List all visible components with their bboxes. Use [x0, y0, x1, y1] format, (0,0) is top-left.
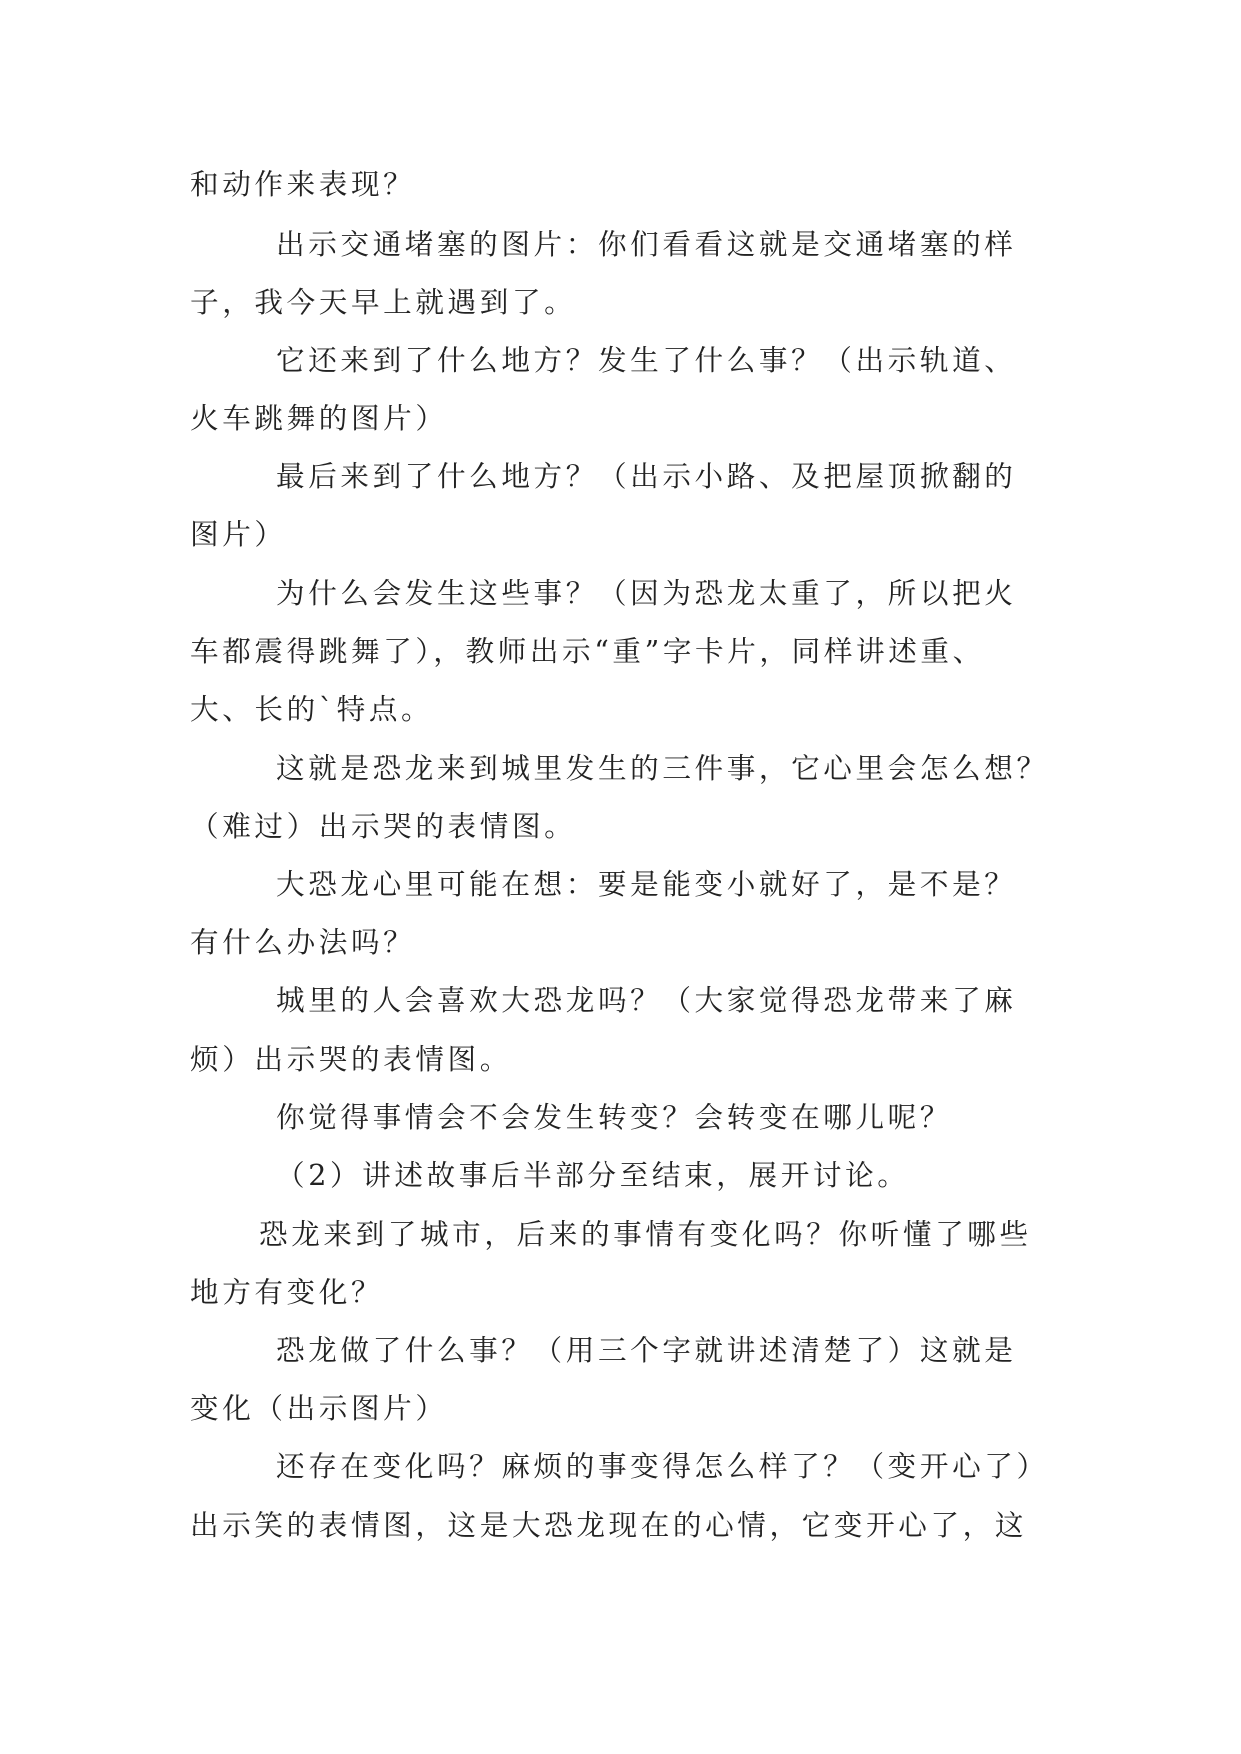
- text-line: 大、长的`特点。: [190, 692, 434, 726]
- text-line: 出示交通堵塞的图片：你们看看这就是交通堵塞的样: [276, 227, 1017, 261]
- text-line: 为什么会发生这些事？（因为恐龙太重了，所以把火: [276, 576, 1017, 610]
- text-line: 车都震得跳舞了），教师出示“重”字卡片，同样讲述重、: [190, 634, 985, 668]
- text-line: 这就是恐龙来到城里发生的三件事，它心里会怎么想？: [276, 751, 1049, 785]
- text-line: 变化（出示图片）: [190, 1391, 448, 1425]
- text-line: 火车跳舞的图片）: [190, 401, 448, 435]
- text-line: 大恐龙心里可能在想：要是能变小就好了，是不是？: [276, 867, 1017, 901]
- text-line: 城里的人会喜欢大恐龙吗？（大家觉得恐龙带来了麻: [276, 983, 1017, 1017]
- text-line: 图片）: [190, 517, 287, 551]
- text-line: 你觉得事情会不会发生转变？会转变在哪儿呢？: [276, 1100, 953, 1134]
- text-line: 恐龙做了什么事？（用三个字就讲述清楚了）这就是: [276, 1333, 1017, 1367]
- text-line: 和动作来表现？: [190, 167, 416, 201]
- text-line: （2）讲述故事后半部分至结束，展开讨论。: [276, 1158, 910, 1192]
- text-line: 地方有变化？: [190, 1275, 384, 1309]
- text-line: 子，我今天早上就遇到了。: [190, 285, 577, 319]
- text-line: （难过）出示哭的表情图。: [190, 809, 577, 843]
- text-line: 出示笑的表情图，这是大恐龙现在的心情，它变开心了，这: [190, 1508, 1028, 1542]
- text-line: 它还来到了什么地方？发生了什么事？（出示轨道、: [276, 343, 1017, 377]
- text-line: 恐龙来到了城市，后来的事情有变化吗？你听懂了哪些: [259, 1217, 1032, 1251]
- text-line: 还存在变化吗？麻烦的事变得怎么样了？（变开心了）: [276, 1449, 1049, 1483]
- text-line: 有什么办法吗？: [190, 925, 416, 959]
- text-line: 最后来到了什么地方？（出示小路、及把屋顶掀翻的: [276, 459, 1017, 493]
- text-line: 烦）出示哭的表情图。: [190, 1042, 512, 1076]
